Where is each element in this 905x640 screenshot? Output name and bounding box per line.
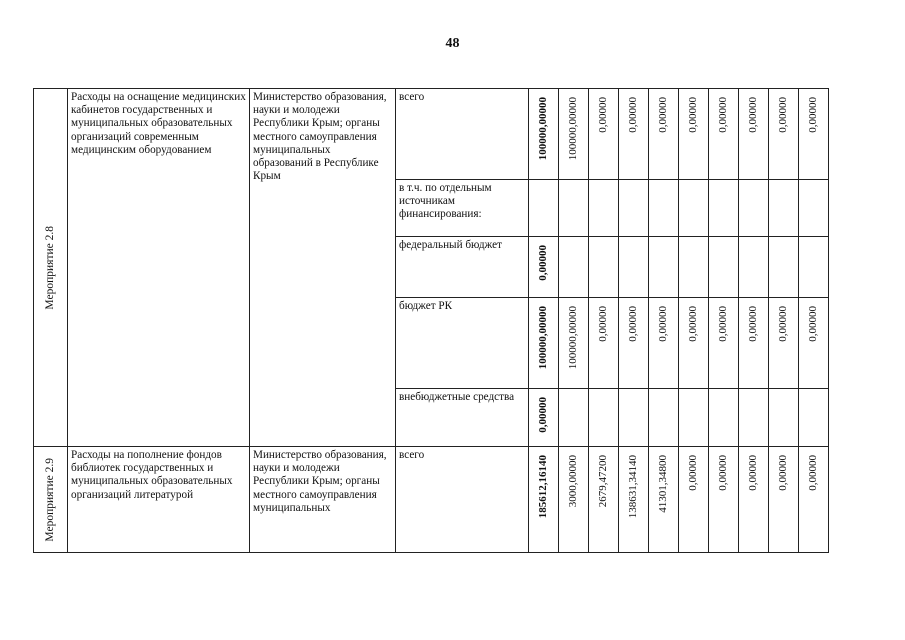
value-cell (769, 237, 799, 298)
value-cell (769, 180, 799, 237)
value: 0,00000 (716, 97, 729, 133)
measure-name: Расходы на оснащение медицинских кабинетов государственных и муниципальных образовательных организаций современным медицинским оборудованием (71, 91, 246, 156)
value-cell (529, 180, 559, 237)
value: 0,00000 (716, 306, 729, 342)
value-cell (769, 89, 799, 180)
value: 0,00000 (746, 455, 759, 491)
source-label: внебюджетные средства (399, 391, 515, 403)
table-row (34, 89, 829, 180)
value-cell (679, 89, 709, 180)
value-cell (619, 237, 649, 298)
source-label-cell (396, 237, 529, 298)
source-label: федеральный бюджет (399, 239, 502, 251)
value: 0,00000 (806, 97, 819, 133)
executor-cell (250, 89, 396, 447)
measure-id-cell (34, 89, 68, 447)
value-cell (559, 89, 589, 180)
measure-id: Мероприятие 2.8 (43, 225, 56, 310)
value-cell (589, 389, 619, 447)
value-cell (769, 447, 799, 553)
value-cell (529, 89, 559, 180)
value-cell (739, 389, 769, 447)
value: 0,00000 (536, 245, 549, 281)
value-cell (799, 180, 829, 237)
source-label-cell (396, 389, 529, 447)
value-cell (679, 447, 709, 553)
source-label: всего (399, 449, 425, 461)
value-cell (529, 237, 559, 298)
value: 0,00000 (806, 306, 819, 342)
value: 3000,00000 (566, 455, 579, 508)
value-cell (679, 180, 709, 237)
value: 0,00000 (596, 306, 609, 342)
value-cell (649, 447, 679, 553)
value-cell (619, 89, 649, 180)
value-cell (619, 298, 649, 389)
source-label: бюджет РК (399, 300, 453, 312)
value-cell (529, 298, 559, 389)
value-cell (529, 389, 559, 447)
value-cell (649, 298, 679, 389)
value-cell (559, 298, 589, 389)
value-cell (709, 89, 739, 180)
source-label: в т.ч. по отдельным источникам финансирования: (399, 182, 492, 221)
value-cell (559, 447, 589, 553)
value: 41301,34800 (656, 455, 669, 513)
value-cell (709, 237, 739, 298)
measure-id: Мероприятие 2.9 (43, 457, 56, 542)
executor-cell (250, 447, 396, 553)
executor: Министерство образования, науки и молодежи Республики Крым; органы местного самоуправления муниципальных образований в Республике Крым (253, 91, 387, 183)
value: 0,00000 (746, 97, 759, 133)
value-cell (559, 237, 589, 298)
source-label-cell (396, 180, 529, 237)
value-cell (559, 389, 589, 447)
value-cell (739, 298, 769, 389)
value-cell (769, 389, 799, 447)
measure-id-cell (34, 447, 68, 553)
value: 0,00000 (776, 306, 789, 342)
value-cell (799, 447, 829, 553)
value: 138631,34140 (626, 455, 639, 519)
value: 0,00000 (626, 97, 639, 133)
value: 0,00000 (806, 455, 819, 491)
source-label: всего (399, 91, 425, 103)
value-cell (679, 389, 709, 447)
value-cell (589, 447, 619, 553)
budget-table (33, 88, 829, 553)
value-cell (529, 447, 559, 553)
value-cell (709, 389, 739, 447)
value-cell (739, 237, 769, 298)
value-cell (799, 298, 829, 389)
value: 185612,16140 (536, 455, 549, 519)
value-cell (619, 389, 649, 447)
value: 0,00000 (536, 397, 549, 433)
measure-name: Расходы на пополнение фондов библиотек государственных и муниципальных образовательных организаций литературой (71, 449, 233, 501)
value-cell (709, 180, 739, 237)
value: 0,00000 (686, 455, 699, 491)
value: 0,00000 (596, 97, 609, 133)
value: 0,00000 (656, 97, 669, 133)
value: 100000,00000 (566, 306, 579, 370)
measure-name-cell (68, 89, 250, 447)
value-cell (649, 180, 679, 237)
value-cell (799, 89, 829, 180)
value-cell (739, 180, 769, 237)
page-number: 48 (445, 36, 460, 51)
value-cell (739, 89, 769, 180)
value-cell (589, 89, 619, 180)
value: 100000,00000 (536, 306, 549, 370)
source-label-cell (396, 447, 529, 553)
value-cell (589, 237, 619, 298)
value-cell (619, 180, 649, 237)
value: 0,00000 (716, 455, 729, 491)
value-cell (589, 180, 619, 237)
value-cell (709, 447, 739, 553)
value: 0,00000 (626, 306, 639, 342)
table-row (34, 447, 829, 553)
value-cell (709, 298, 739, 389)
value: 100000,00000 (566, 97, 579, 161)
value: 2679,47200 (596, 455, 609, 508)
source-label-cell (396, 298, 529, 389)
executor: Министерство образования, науки и молодежи Республики Крым; органы местного самоуправления муниципальных (253, 449, 387, 514)
source-label-cell (396, 89, 529, 180)
value: 0,00000 (656, 306, 669, 342)
value-cell (589, 298, 619, 389)
value: 100000,00000 (536, 97, 549, 161)
value-cell (559, 180, 589, 237)
value-cell (649, 89, 679, 180)
value-cell (679, 237, 709, 298)
value-cell (649, 237, 679, 298)
value: 0,00000 (746, 306, 759, 342)
value-cell (739, 447, 769, 553)
value-cell (649, 389, 679, 447)
value: 0,00000 (776, 455, 789, 491)
value: 0,00000 (776, 97, 789, 133)
value: 0,00000 (686, 97, 699, 133)
value-cell (679, 298, 709, 389)
value-cell (799, 389, 829, 447)
value-cell (619, 447, 649, 553)
value-cell (799, 237, 829, 298)
value-cell (769, 298, 799, 389)
value: 0,00000 (686, 306, 699, 342)
measure-name-cell (68, 447, 250, 553)
